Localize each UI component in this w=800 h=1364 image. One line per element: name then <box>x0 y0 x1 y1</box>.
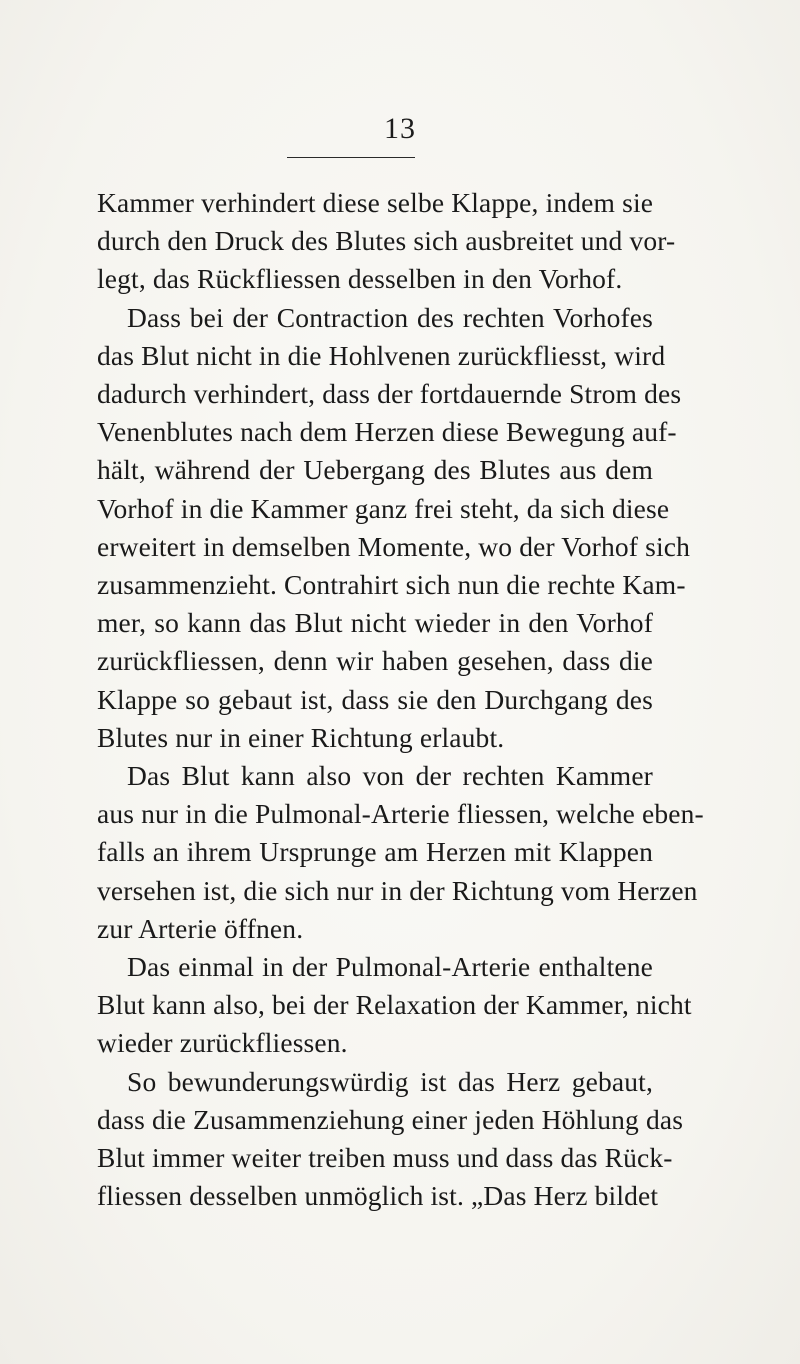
text-line: mer, so kann das Blut nicht wieder in den Vorhof <box>97 607 653 639</box>
text-line: Kammer verhindert diese selbe Klappe, indem sie <box>97 187 654 218</box>
text-line: versehen ist, die sich nur in der Richtung vom Herzen <box>97 874 698 906</box>
text-line: falls an ihrem Ursprunge am Herzen mit Klappen <box>97 836 653 868</box>
text-line: Blut kann also, bei der Relaxation der Kammer, nicht <box>97 989 692 1021</box>
page-number: 13 <box>384 112 416 145</box>
text-line: zur Arterie öffnen. <box>97 912 304 944</box>
text-line: Das einmal in der Pulmonal-Arterie enthaltene <box>127 951 653 983</box>
text-line: dadurch verhindert, dass der fortdauernde Strom des <box>97 378 682 410</box>
text-line: zurückfliessen, denn wir haben gesehen, dass die <box>97 645 653 677</box>
text-line: dass die Zusammenziehung einer jeden Höhlung das <box>97 1103 684 1135</box>
text-line: Dass bei der Contraction des rechten Vorhofes <box>127 301 653 333</box>
text-line: Das Blut kann also von der rechten Kammer <box>127 760 653 792</box>
text-line: Venenblutes nach dem Herzen diese Bewegung auf- <box>97 416 677 448</box>
text-line: hält, während der Uebergang des Blutes aus dem <box>97 454 653 486</box>
text-line: durch den Druck des Blutes sich ausbreitet und vor- <box>97 225 676 257</box>
text-line: aus nur in die Pulmonal-Arterie fliessen, welche eben- <box>97 798 704 830</box>
text-line: Klappe so gebaut ist, dass sie den Durchgang des <box>97 683 653 715</box>
text-line: Blut immer weiter treiben muss und dass das Rück- <box>97 1142 673 1174</box>
text-line: So bewunderungswürdig ist das Herz gebaut, <box>127 1065 653 1097</box>
text-line: erweitert in demselben Momente, wo der Vorhof sich <box>97 530 691 562</box>
text-line: das Blut nicht in die Hohlvenen zurückfliesst, wird <box>97 339 666 371</box>
text-line: legt, das Rückfliessen desselben in den Vorhof. <box>97 263 623 295</box>
header-rule <box>287 157 415 158</box>
text-line: wieder zurückfliessen. <box>97 1027 348 1059</box>
text-line: fliessen desselben unmöglich ist. „Das Herz bildet <box>97 1180 659 1212</box>
text-line: Vorhof in die Kammer ganz frei steht, da sich diese <box>97 492 670 524</box>
text-line: zusammenzieht. Contrahirt sich nun die rechte Kam- <box>97 569 686 601</box>
body-text <box>97 184 704 1215</box>
text-line: Blutes nur in einer Richtung erlaubt. <box>97 721 505 753</box>
